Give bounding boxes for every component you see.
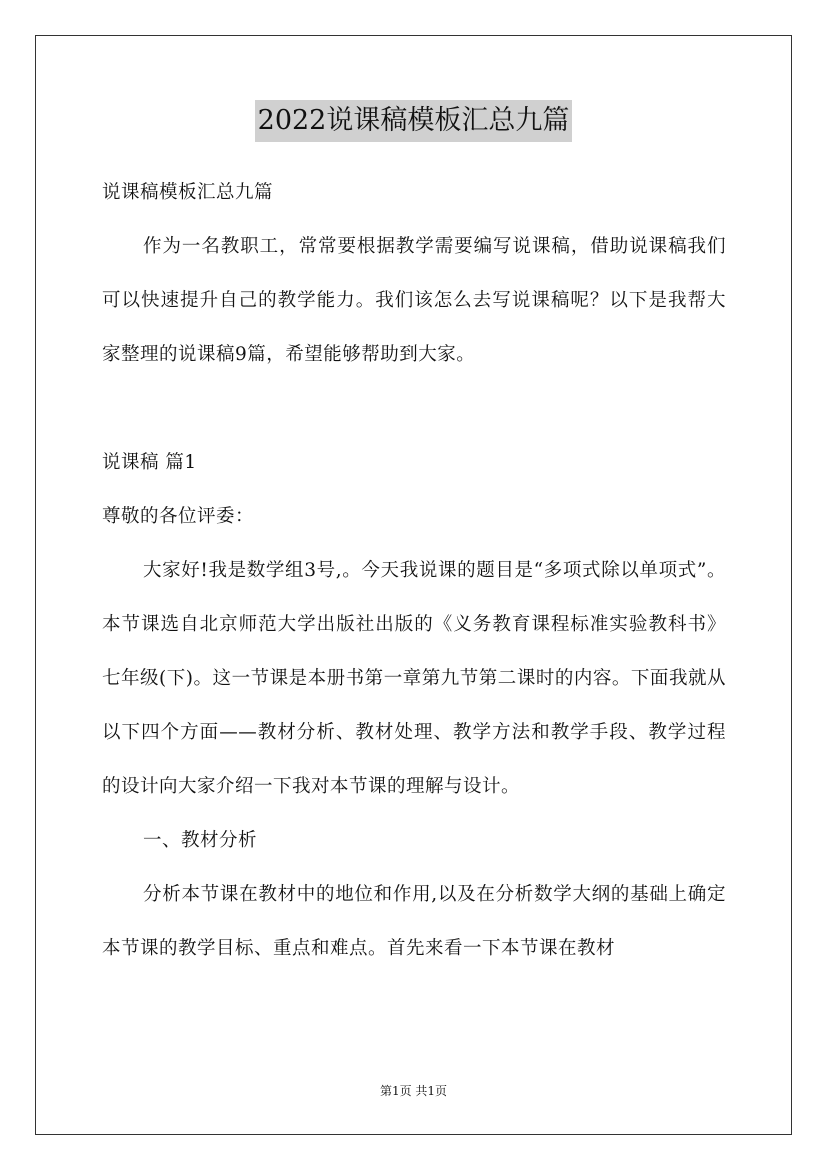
spacer [102, 382, 726, 436]
title-container [0, 100, 827, 142]
document-title: 2022说课稿模板汇总九篇 [255, 100, 573, 142]
body-paragraph-1: 大家好!我是数学组3号,。今天我说课的题目是“多项式除以单项式”。本节课选自北京师范大学出版社出版的《义务教育课程标准实验教科书》七年级(下)。这一节课是本册书第一章第九节第二课时的内容。下面我就从以下四个方面——教材分析、教材处理、教学方法和教学手段、教学过程 的设计向大家介绍一下我对本节课的理解与设计。 [102, 560, 726, 797]
body-paragraph-2: 分析本节课在教材中的地位和作用,以及在分析数学大纲的基础上确定本节课的教学目标、重点和难点。首先来看一下本节课在教材 [102, 884, 726, 959]
page-footer: 第1页 共1页 [379, 1084, 448, 1098]
greeting: 尊敬的各位评委： [102, 506, 255, 527]
document-body [102, 166, 726, 976]
subtitle: 说课稿模板汇总九篇 [102, 182, 274, 203]
section-heading: 说课稿 篇1 [102, 452, 197, 473]
intro-paragraph: 作为一名教职工，常常要根据教学需要编写说课稿，借助说课稿我们可以快速提升自己的教学能力。我们该怎么去写说课稿呢？以下是我帮大家整理的说课稿9篇，希望能够帮助到大家。 [102, 236, 726, 365]
sub-heading: 一、教材分析 [143, 830, 258, 851]
